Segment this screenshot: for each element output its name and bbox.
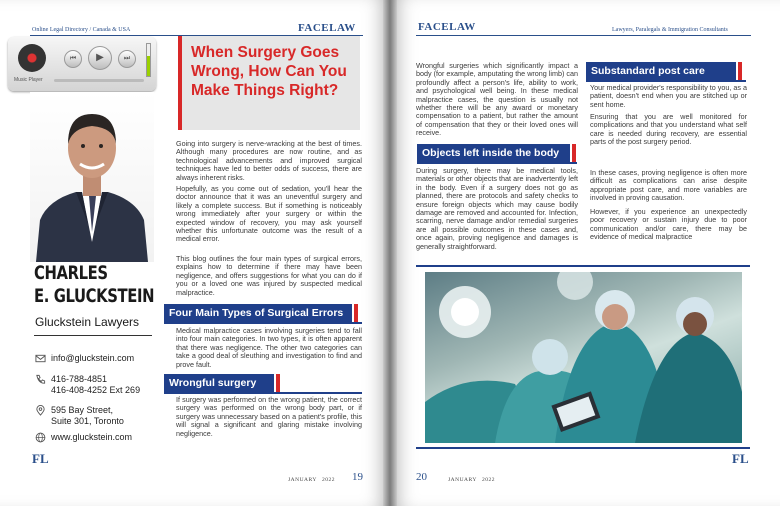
firm-divider [34, 335, 152, 336]
directory-tagline: Online Legal Directory / Canada & USA [32, 27, 131, 33]
next-button[interactable]: ⏭ [118, 50, 136, 68]
wrongful-paragraph-continued: Wrongful surgeries which significantly impact a body (for example, amputating the wrong limb) can profoundly affect a person's life, ability to work, and psychological well being. In these medical malpractice cases, the question is usually not whether there will be any award or monetary compensation to a patient, but rather the amount of compensation that they or their loved ones will receive. [416, 61, 578, 138]
location-pin-icon [35, 405, 46, 416]
lawyer-name-line2: E. GLUCKSTEIN [34, 285, 155, 307]
page-number-left: 19 [352, 471, 363, 483]
globe-icon [35, 432, 46, 443]
substandard-paragraph-2: Ensuring that you are well monitored for complications and that you understand what self care is needed during recovery, are essential parts of the post surgery period. [590, 112, 747, 147]
heading-objects-left: Objects left inside the body [417, 144, 570, 163]
article-title-box [178, 36, 360, 130]
substandard-paragraph-3: In these cases, proving negligence is often more difficult as complications can arise despite appropriate post care, and more variables are involved in proving causation. [590, 168, 747, 203]
phone-1: 416-788-4851 [51, 374, 108, 384]
previous-button[interactable]: ⏮ [64, 50, 82, 68]
footer-year-left: 2022 [322, 477, 335, 483]
seek-bar[interactable] [54, 79, 144, 82]
music-player [8, 37, 156, 91]
facelaw-monogram-left: FL [32, 451, 49, 466]
footer-month-right: JANUARY [448, 477, 477, 483]
brand-logo-right: FACELAW [418, 21, 476, 33]
article-title: When Surgery Goes Wrong, How Can You Make Things Right? [191, 44, 347, 99]
heading-rule-wrongful [164, 392, 362, 394]
header-rule-left [30, 35, 178, 36]
phone-icon [35, 374, 46, 385]
heading-four-types: Four Main Types of Surgical Errors [164, 304, 352, 323]
substandard-paragraph-4: However, if you experience an unexpectedly poor recovery or sustain injury due to poor communication and/or care, there may be evidence of medical malpractice [590, 207, 747, 242]
surgery-photo [425, 272, 742, 443]
website-link: www.gluckstein.com [51, 432, 133, 442]
footer-year-right: 2022 [482, 477, 495, 483]
volume-slider[interactable] [146, 43, 151, 77]
header-rule-right [416, 35, 751, 36]
contact-phone[interactable] [35, 374, 140, 396]
wrongful-paragraph: If surgery was performed on the wrong patient, the correct surgery was performed on the wrong body part, or if surgery was unnecessary based on a patient's profile, this will signal a significant and glaring mistake involving negligence. [176, 395, 362, 438]
contact-email[interactable] [35, 353, 134, 364]
substandard-paragraph-1: Your medical provider's responsibility to you, as a patient, doesn't end when you are stitched up or sent home. [590, 83, 747, 109]
lawyer-name-line1: CHARLES [34, 262, 108, 284]
intro-paragraph-1: Going into surgery is nerve-wracking at the best of times. Although many procedures are now routine, and as technological advancements and improved surgical techniques have led to better odds of success, there are always inherent risks. [176, 139, 362, 182]
address-line-2: Suite 301, Toronto [51, 416, 124, 426]
phone-2: 416-408-4252 Ext 269 [51, 385, 141, 395]
disc-icon [18, 44, 46, 72]
play-button[interactable]: ▶ [88, 46, 112, 70]
brand-logo-left: FACELAW [298, 22, 356, 34]
lawyer-portrait-illustration [30, 92, 154, 262]
objects-paragraph: During surgery, there may be medical tools, materials or other objects that are inadvertently left in the body. Even if a surgery does not go as planned, there are protocols and safety checks to ensure foreign objects which may cause bodily damage are removed and accounted for. Infection, scarring, nerve damage and/or remedial surgeries are all possible outcomes in these cases and, once again, proving negligence and damages is generally straightforward. [416, 166, 578, 251]
contact-address [35, 405, 124, 427]
operating-room-illustration [425, 272, 742, 443]
contact-website[interactable] [35, 432, 132, 443]
player-label: Music Player [14, 77, 43, 83]
facelaw-monogram-right: FL [732, 451, 749, 466]
book-gutter [383, 0, 397, 506]
four-types-paragraph: Medical malpractice cases involving surgeries tend to fall into four main categories. In two types, it is often apparent that there was negligence. The other two categories can take a good deal of sleuthing and investigation to find and prove fault. [176, 326, 362, 369]
intro-paragraph-3: This blog outlines the four main types of surgical errors, explains how to determine if there may have been negligence, and offers suggestions for what you can do if you or a loved one was injured by suspected medical malpractice. [176, 254, 362, 297]
heading-substandard-post-care: Substandard post care [586, 62, 736, 81]
directory-subtitle: Lawyers, Paralegals & Immigration Consultants [612, 27, 728, 33]
intro-paragraph-2: Hopefully, as you come out of sedation, you'll hear the doctor announce that it was an uneventful surgery and likely a complete success. But if something is noticeably wrong immediately after your surgery or within the expected window of recovery, you may ask yourself whether this unfortunate outcome was the result of a medical error. [176, 184, 362, 244]
heading-rule-objects [417, 162, 577, 164]
email-text: info@gluckstein.com [51, 353, 135, 363]
email-icon [35, 353, 46, 364]
lawyer-photo [30, 92, 154, 262]
heading-rule-four-types [164, 322, 362, 324]
heading-rule-substandard [586, 80, 746, 82]
address-line-1: 595 Bay Street, [51, 405, 114, 415]
footer-month-left: JANUARY [288, 477, 317, 483]
heading-wrongful-surgery: Wrongful surgery [164, 374, 274, 393]
page-number-right: 20 [416, 471, 427, 483]
firm-name: Gluckstein Lawyers [35, 315, 140, 329]
